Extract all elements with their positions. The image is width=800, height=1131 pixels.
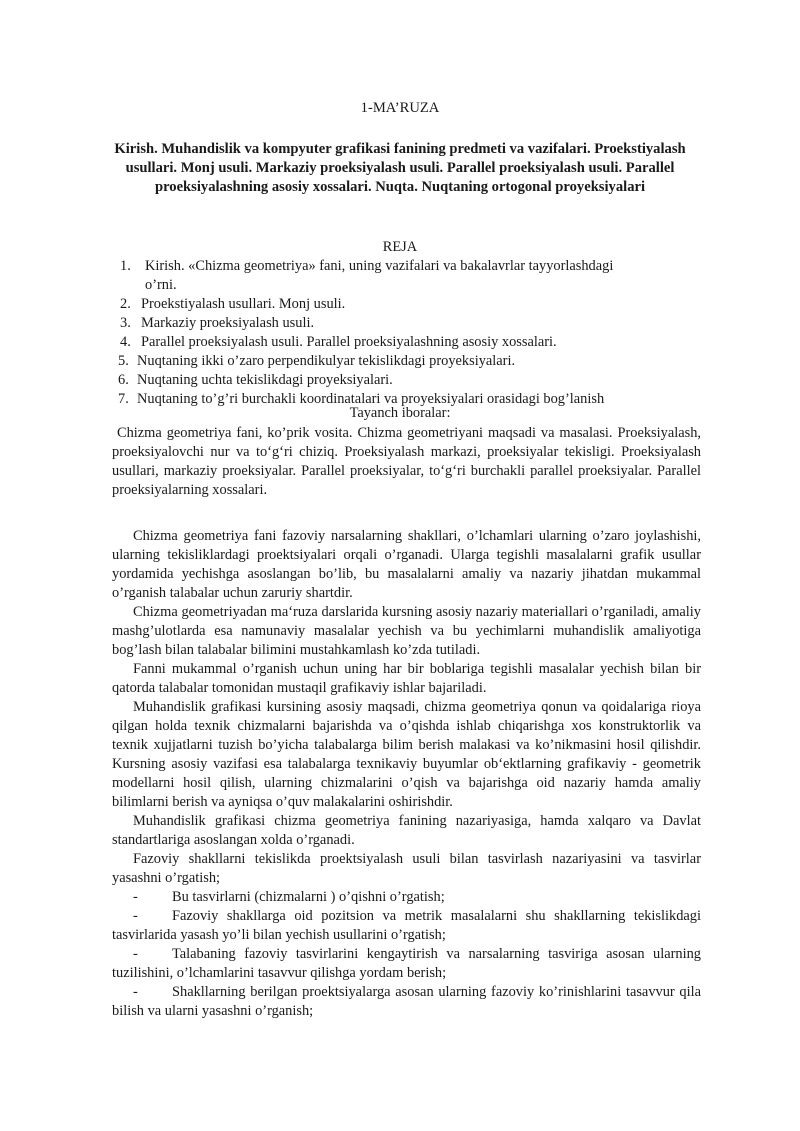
plan-item-text: Markaziy proeksiyalash usuli. [141, 315, 315, 331]
dash-item-text: Fazoviy shakllarga oid pozitsion va metrik masalalarni shu shakllarning tekislikdagi tasvirlarida yasash yo’li bilan yechish usullarini o’rgatish; [112, 908, 701, 943]
plan-item-number: 6. [118, 372, 129, 388]
body-text [112, 527, 701, 1021]
plan-heading: REJA [382, 239, 418, 255]
dash-list-item [112, 983, 701, 1021]
plan-item-number: 7. [118, 391, 129, 407]
dash-mark: - [133, 908, 138, 924]
paragraph: Fanni mukammal o’rganish uchun uning har bir boblariga tegishli masalalar yechish bilan bir qatorda talabalar tomonidan mustaqil grafikaviy ishlar bajariladi. [112, 661, 701, 696]
plan-item [0, 295, 800, 314]
plan-item-text: Proekstiyalash usullari. Monj usuli. [141, 296, 346, 312]
plan-item [0, 333, 800, 352]
dash-list-item [112, 888, 701, 907]
plan-item-number: 4. [120, 334, 131, 350]
dash-mark: - [133, 889, 138, 905]
dash-mark: - [133, 946, 138, 962]
plan-item-number: 5. [118, 353, 129, 369]
dash-item-text: Talabaning fazoviy tasvirlarini kengaytirish va narsalarning tasviriga asosan ularning tuzilishini, o’lchamlarini tasavvur qilishga yordam berish; [112, 946, 701, 981]
lecture-number: 1-MA’RUZA [360, 100, 440, 116]
keywords-text: Chizma geometriya fani, ko’prik vosita. Chizma geometriyani maqsadi va masalasi. Proeksiyalash, proeksiyalovchi nur va to‘g‘ri chiziq. Proeksiyalash markazi, proeksiyalar tekisligi. Proeksiyalash usullari, markaziy proeksiyalar. Parallel proeksiyalar, to‘g‘ri burchakli parallel proeksiyalar. Parallel proeksiyalarning xossalari. [112, 425, 701, 498]
plan-item-continuation: o’rni. [145, 277, 177, 293]
dash-list-item [112, 945, 701, 983]
lecture-title: Kirish. Muhandislik va kompyuter grafikasi fanining predmeti va vazifalari. Proekstiyalash usullari. Monj usuli. Markaziy proeksiyalash usuli. Parallel proeksiyalash usuli. Parallel proeksiyalashning asosiy xossalari. Nuqta. Nuqtaning ortogonal proyeksiyalari [114, 141, 686, 195]
paragraph: Fazoviy shakllarni tekislikda proektsiyalash usuli bilan tasvirlash nazariyasini va tasvirlar yasashni o’rgatish; [112, 851, 701, 886]
plan-item-text: Nuqtaning uchta tekislikdagi proyeksiyalari. [137, 372, 393, 388]
plan-item-number: 1. [120, 258, 131, 274]
plan-item [0, 371, 800, 390]
plan-item-text: Nuqtaning to’g’ri burchakli koordinatalari va proyeksiyalari orasidagi bog’lanish [137, 391, 605, 407]
plan-item-text: Kirish. «Chizma geometriya» fani, uning vazifalari va bakalavrlar tayyorlashdagi [145, 258, 614, 274]
paragraph: Chizma geometriya fani fazoviy narsalarning shakllari, o’lchamlari ularning o’zaro joylashishi, ularning tekisliklardagi proektsiyalari orqali o’rganadi. Ularga tegishli masalalarni grafik usullar yordamida yechishga asoslangan bo’lib, bu masalalarni amaliy va nazariy jihatdan mukammal o’rganish talabalar uchun zaruriy shartdir. [112, 528, 701, 601]
plan-item-number: 2. [120, 296, 131, 312]
plan-list [0, 257, 800, 409]
paragraph: Chizma geometriyadan ma‘ruza darslarida kursning asosiy nazariy materiallari o’rganiladi, amaliy mashg’ulotlarda esa namunaviy masalalar yechish va bu yechimlarni muhandislik amaliyotiga bog’lash bilan talabalar bilimini mustahkamlash ko’zda tutiladi. [112, 604, 701, 658]
paragraph: Muhandislik grafikasi chizma geometriya fanining nazariyasiga, hamda xalqaro va Davlat standartlariga asoslangan xolda o’rganadi. [112, 813, 701, 848]
dash-item-text: Shakllarning berilgan proektsiyalarga asosan ularning fazoviy ko’rinishlarini tasavvur qila bilish va ularni yasashni o’rganish; [112, 984, 701, 1019]
dash-item-text: Bu tasvirlarni (chizmalarni ) o’qishni o’rgatish; [172, 889, 445, 905]
keywords-heading: Tayanch iboralar: [349, 405, 451, 421]
dash-mark: - [133, 984, 138, 1000]
plan-item [0, 314, 800, 333]
plan-item-number: 3. [120, 315, 131, 331]
dash-list-item [112, 907, 701, 945]
plan-item [0, 352, 800, 371]
plan-item [0, 257, 800, 295]
plan-item-text: Parallel proeksiyalash usuli. Parallel proeksiyalashning asosiy xossalari. [141, 334, 557, 350]
plan-item-text: Nuqtaning ikki o’zaro perpendikulyar tekislikdagi proyeksiyalari. [137, 353, 516, 369]
paragraph: Muhandislik grafikasi kursining asosiy maqsadi, chizma geometriya qonun va qoidalariga rioya qilgan holda texnik chizmalarni bajarishda va o’qishda ishlab chiqarishga xos konstruktorlik va texnik xujjatlarni tuzish bo’yicha talabalarga bilim berish malakasi va ko’nikmasini hosil qilishdir. Kursning asosiy vazifasi esa talabalarga texnikaviy buyumlar ob‘ektlarning grafikaviy - geometrik modellarni hosil qilish, ularning chizmalarini o’qish va bajarishga oid nazariy hamda amaliy bilimlarni berish va ayniqsa o’quv malakalarini oshirishdir. [112, 699, 701, 810]
